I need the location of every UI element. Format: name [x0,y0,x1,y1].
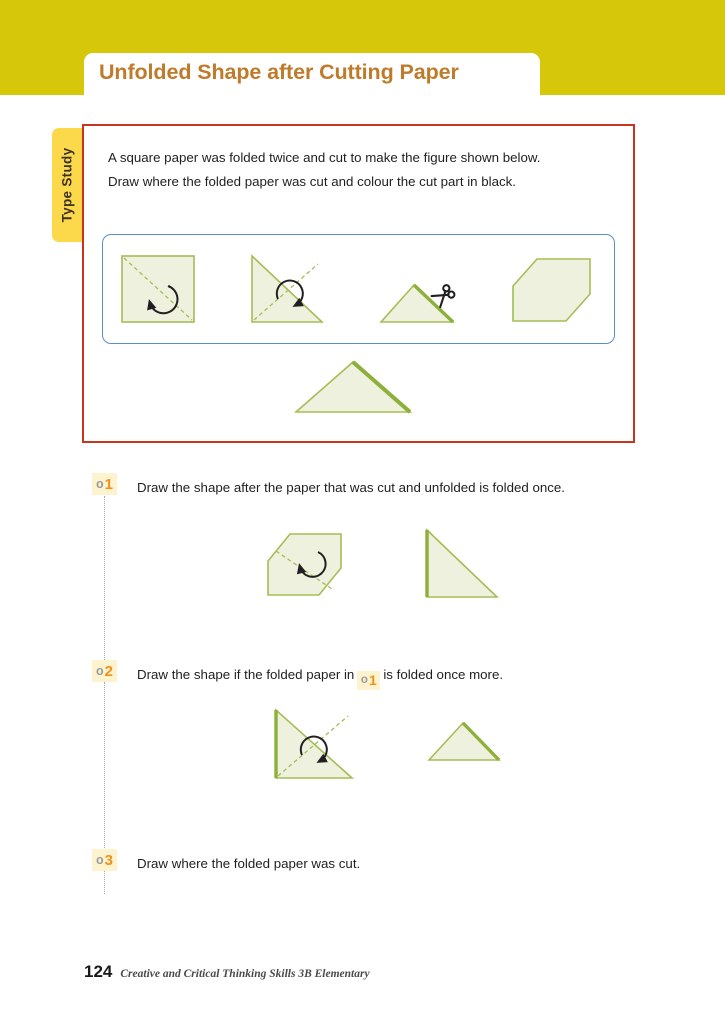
question-1-text-body: Draw the shape after the paper that was cut and unfolded is folded once. [137,480,565,495]
question-marker-1-bullet: o [96,476,104,491]
question-2-inline-ref-1[interactable] [357,671,380,690]
question-2-text-after: is folded once more. [383,667,504,682]
question-marker-3-number: 3 [104,851,113,869]
footer-book-title: Creative and Critical Thinking Skills 3B Elementary [120,968,370,980]
question-marker-3[interactable] [92,849,117,871]
figure-q2-small-triangle [429,723,499,760]
footer-page-number: 124 [84,962,113,981]
example-instruction-line-2: Draw where the folded paper was cut and colour the cut part in black. [108,174,516,189]
type-study-tab [52,128,82,242]
figure-q1-right-triangle [427,530,497,597]
page-title: Unfolded Shape after Cutting Paper [99,60,459,84]
rail-q2-q3 [104,682,105,852]
example-instruction [108,146,628,194]
question-marker-3-bullet: o [96,852,104,867]
question-marker-2-number: 2 [104,662,113,680]
figure-q2-triangle-folded [276,710,352,778]
question-1-text [137,478,565,498]
question-3-text-body: Draw where the folded paper was cut. [137,856,361,871]
question-marker-2-bullet: o [96,663,104,678]
question-marker-1[interactable] [92,473,117,495]
question-marker-1-number: 1 [104,475,113,493]
question-2-text [137,665,503,690]
question-2-text-before: Draw the shape if the folded paper in [137,667,355,682]
rail-q3-end [104,870,105,894]
question-marker-2[interactable] [92,660,117,682]
type-study-tab-label: Type Study [59,147,75,223]
figure-q1-hexagon-folded [268,534,341,595]
question-2-inline-ref-bullet: o [360,674,368,686]
question-2-inline-ref-number: 1 [368,672,377,688]
example-shape-strip [102,234,615,344]
footer [84,962,370,982]
rail-q1-q2 [104,496,105,664]
question-3-text [137,854,360,874]
example-instruction-line-1: A square paper was folded twice and cut to make the figure shown below. [108,150,541,165]
